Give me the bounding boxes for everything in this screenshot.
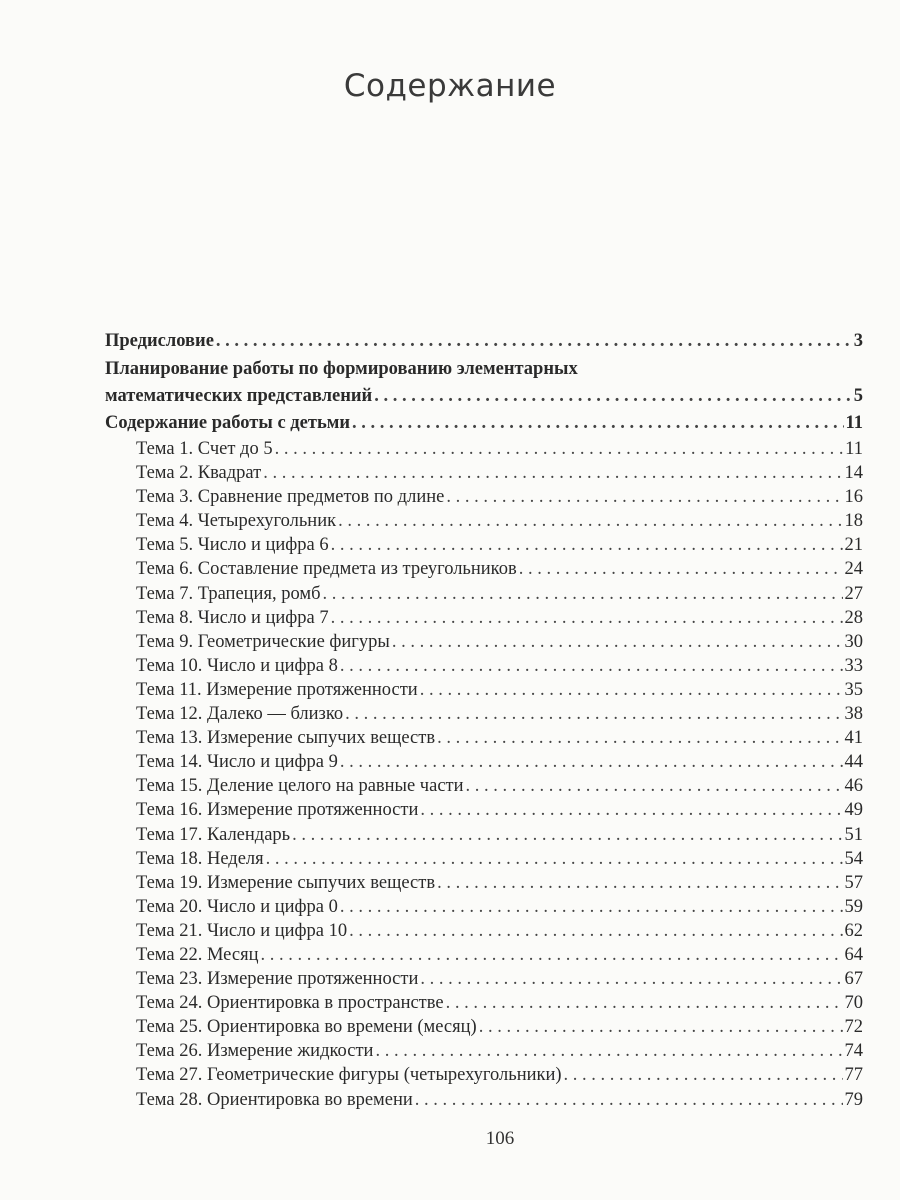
- dot-leader: [345, 702, 842, 726]
- toc-entry-page: 16: [844, 487, 863, 508]
- toc-entry-label: Тема 1. Счет до 5: [136, 439, 273, 459]
- toc-entry-page: 49: [844, 800, 863, 821]
- toc-entry-page: 30: [844, 631, 863, 652]
- toc-entry-page: 11: [845, 439, 863, 459]
- toc-entry-label: Тема 8. Число и цифра 7: [136, 607, 329, 628]
- dot-leader: [292, 823, 842, 847]
- toc-topic-entry[interactable]: [136, 871, 863, 895]
- toc-entry-label: Тема 6. Составление предмета из треугольников: [136, 559, 517, 580]
- dot-leader: [446, 485, 842, 509]
- toc-entry-page: 18: [844, 511, 863, 532]
- toc-entry-label: Тема 17. Календарь: [136, 824, 291, 845]
- dot-leader: [420, 678, 843, 702]
- toc-entry-page: 46: [844, 776, 863, 797]
- topic-list: [105, 437, 863, 1112]
- toc-entry-page: 67: [844, 969, 863, 990]
- toc-entry-label: Тема 27. Геометрические фигуры (четырехугольники): [136, 1065, 562, 1086]
- dot-leader: [340, 750, 843, 774]
- toc-entry-page: 33: [844, 655, 863, 676]
- dot-leader: [349, 919, 842, 943]
- toc-entry-page: 70: [844, 993, 863, 1014]
- dot-leader: [338, 509, 842, 533]
- dot-leader: [263, 461, 842, 485]
- dot-leader: [352, 410, 844, 437]
- toc-entry-preface[interactable]: [105, 328, 863, 355]
- toc-entry-page: 51: [844, 824, 863, 845]
- dot-leader: [340, 895, 843, 919]
- toc-topic-entry[interactable]: [136, 895, 863, 919]
- dot-leader: [446, 991, 843, 1015]
- toc-entry-label: Тема 4. Четырехугольник: [136, 511, 337, 532]
- toc-entry-page: 27: [844, 583, 863, 604]
- toc-topic-entry[interactable]: [136, 606, 863, 630]
- toc-entry-label: Тема 14. Число и цифра 9: [136, 752, 338, 773]
- toc-entry-label: Тема 7. Трапеция, ромб: [136, 583, 321, 604]
- toc-entry-label: Тема 9. Геометрические фигуры: [136, 631, 390, 652]
- toc-topic-entry[interactable]: [136, 461, 863, 485]
- toc-entry-page: 24: [844, 559, 863, 580]
- dot-leader: [331, 606, 843, 630]
- toc-topic-entry[interactable]: [136, 1039, 863, 1063]
- toc-entry-label: Предисловие: [105, 331, 214, 351]
- dot-leader: [331, 533, 843, 557]
- toc-topic-entry[interactable]: [136, 726, 863, 750]
- toc-entry-label: Тема 28. Ориентировка во времени: [136, 1089, 413, 1110]
- toc-entry-page: 14: [844, 463, 863, 484]
- dot-leader: [340, 654, 843, 678]
- toc-entry-label: Тема 3. Сравнение предметов по длине: [136, 487, 445, 508]
- toc-topic-entry[interactable]: [136, 943, 863, 967]
- toc-topic-entry[interactable]: [136, 630, 863, 654]
- toc-entry-page: 44: [844, 752, 863, 773]
- toc-topic-entry[interactable]: [136, 774, 863, 798]
- toc-entry-page: 5: [853, 386, 863, 406]
- toc-topic-entry[interactable]: [136, 557, 863, 581]
- toc-topic-entry[interactable]: [136, 967, 863, 991]
- toc-topic-entry[interactable]: [136, 798, 863, 822]
- dot-leader: [437, 726, 842, 750]
- toc-entry-page: 77: [844, 1065, 863, 1086]
- dot-leader: [479, 1015, 843, 1039]
- toc-entry-page: 64: [844, 944, 863, 965]
- toc-entry-page: 79: [844, 1089, 863, 1110]
- toc-entry-label: Тема 5. Число и цифра 6: [136, 535, 329, 556]
- dot-leader: [275, 437, 844, 461]
- dot-leader: [420, 967, 842, 991]
- dot-leader: [466, 774, 843, 798]
- toc-entry-label: Тема 26. Измерение жидкости: [136, 1041, 374, 1062]
- dot-leader: [392, 630, 843, 654]
- toc-entry-planning[interactable]: [105, 383, 863, 410]
- toc-entry-label: Тема 2. Квадрат: [136, 463, 262, 484]
- toc-entry-page: 57: [844, 872, 863, 893]
- toc-entry-work-content[interactable]: [105, 410, 863, 437]
- toc-entry-label: Тема 21. Число и цифра 10: [136, 920, 348, 941]
- dot-leader: [519, 557, 843, 581]
- toc-entry-label: Тема 19. Измерение сыпучих веществ: [136, 872, 436, 893]
- dot-leader: [216, 328, 852, 355]
- toc-topic-entry[interactable]: [136, 485, 863, 509]
- toc-entry-planning-line1: Планирование работы по формированию элементарных: [105, 359, 578, 379]
- toc-topic-entry[interactable]: [136, 437, 863, 461]
- toc-entry-page: 41: [844, 728, 863, 749]
- toc-topic-entry[interactable]: [136, 823, 863, 847]
- toc-topic-entry[interactable]: [136, 1015, 863, 1039]
- toc-topic-entry[interactable]: [136, 702, 863, 726]
- dot-leader: [415, 1088, 843, 1112]
- page-title: Содержание: [343, 68, 557, 104]
- toc-topic-entry[interactable]: [136, 919, 863, 943]
- toc-entry-page: 72: [844, 1017, 863, 1038]
- toc-entry-page: 38: [844, 704, 863, 725]
- toc-entry-label: Тема 22. Месяц: [136, 944, 259, 965]
- toc-entry-page: 54: [844, 848, 863, 869]
- dot-leader: [437, 871, 842, 895]
- toc-topic-entry[interactable]: [136, 582, 863, 606]
- dot-leader: [374, 383, 852, 410]
- toc-entry-label: Содержание работы с детьми: [105, 413, 350, 433]
- toc-topic-entry[interactable]: [136, 991, 863, 1015]
- toc-entry-label: Тема 11. Измерение протяженности: [136, 679, 418, 700]
- toc-topic-entry[interactable]: [136, 533, 863, 557]
- dot-leader: [375, 1039, 842, 1063]
- table-of-contents: [105, 328, 863, 1112]
- toc-entry-label: Тема 24. Ориентировка в пространстве: [136, 993, 444, 1014]
- dot-leader: [322, 582, 842, 606]
- toc-entry-page: 62: [844, 920, 863, 941]
- toc-entry-label: Тема 18. Неделя: [136, 848, 264, 869]
- toc-entry-label: Тема 12. Далеко — близко: [136, 704, 344, 725]
- toc-entry-label: Тема 10. Число и цифра 8: [136, 655, 338, 676]
- toc-topic-entry[interactable]: [136, 678, 863, 702]
- toc-entry-page: 59: [844, 896, 863, 917]
- dot-leader: [260, 943, 842, 967]
- toc-entry-page: 11: [845, 413, 863, 433]
- toc-entry-label: Тема 15. Деление целого на равные части: [136, 776, 464, 797]
- toc-entry-label: Тема 23. Измерение протяженности: [136, 969, 419, 990]
- toc-topic-entry[interactable]: [136, 1088, 863, 1112]
- toc-entry-label: Тема 16. Измерение протяженности: [136, 800, 419, 821]
- toc-entry-page: 28: [844, 607, 863, 628]
- toc-entry-page: 74: [844, 1041, 863, 1062]
- toc-entry-label: математических представлений: [105, 386, 373, 406]
- toc-entry-label: Тема 25. Ориентировка во времени (месяц): [136, 1017, 477, 1038]
- dot-leader: [564, 1063, 843, 1087]
- toc-entry-page: 3: [853, 331, 863, 351]
- page-number: 106: [485, 1128, 515, 1149]
- toc-topic-entry[interactable]: [136, 847, 863, 871]
- toc-entry-label: Тема 13. Измерение сыпучих веществ: [136, 728, 436, 749]
- dot-leader: [420, 798, 842, 822]
- toc-entry-label: Тема 20. Число и цифра 0: [136, 896, 338, 917]
- toc-topic-entry[interactable]: [136, 509, 863, 533]
- toc-topic-entry[interactable]: [136, 654, 863, 678]
- toc-topic-entry[interactable]: [136, 750, 863, 774]
- toc-entry-page: 21: [844, 535, 863, 556]
- toc-topic-entry[interactable]: [136, 1063, 863, 1087]
- dot-leader: [266, 847, 843, 871]
- toc-entry-page: 35: [844, 679, 863, 700]
